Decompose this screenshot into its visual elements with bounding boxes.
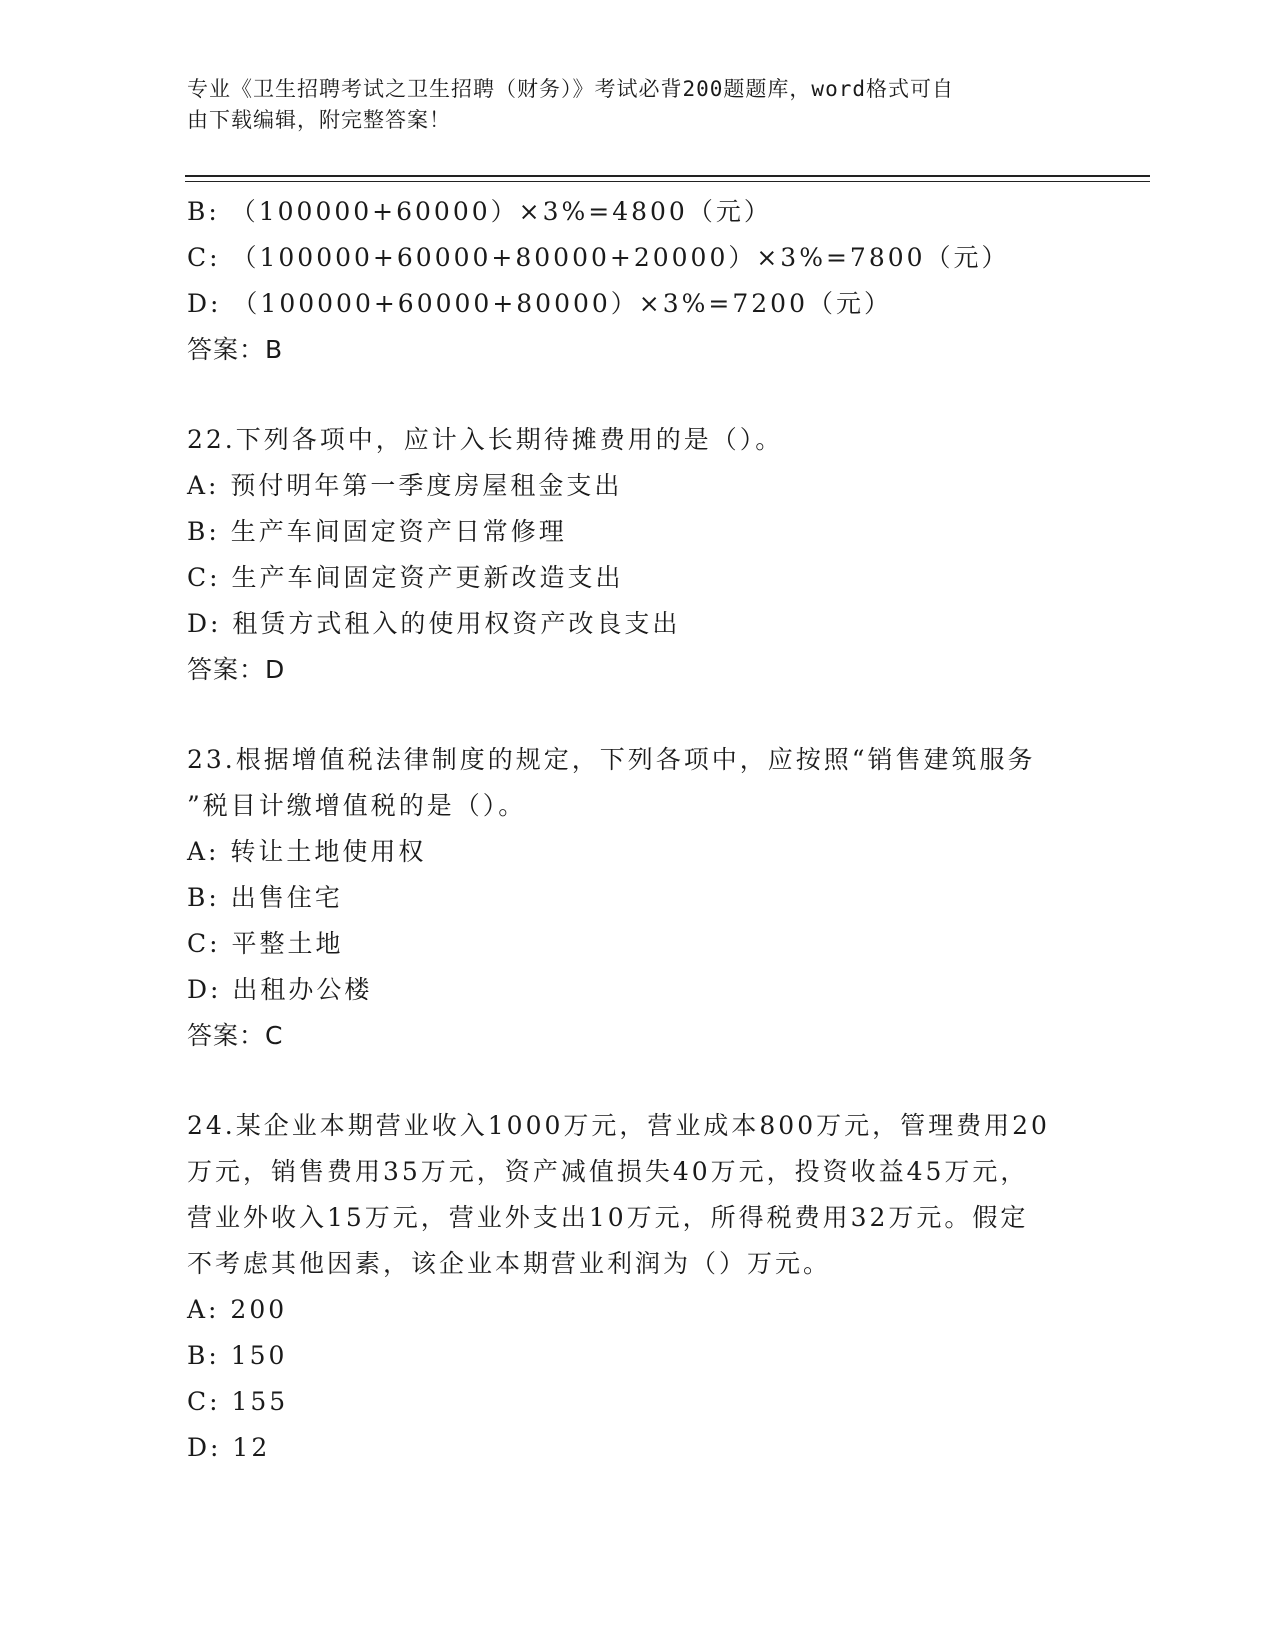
q22-stem: 22.下列各项中，应计入长期待摊费用的是（）。 <box>187 425 784 454</box>
question-21 <box>187 189 1087 373</box>
header-title-line-1: 专业《卫生招聘考试之卫生招聘（财务）》考试必背200题题库，word格式可自 <box>187 77 954 101</box>
q23-option-c: C: 平整土地 <box>187 929 344 958</box>
q23-option-a: A: 转让土地使用权 <box>187 837 427 866</box>
q24-stem-line-3: 营业外收入15万元，营业外支出10万元，所得税费用32万元。假定 <box>187 1203 1029 1232</box>
q24-stem-line-2: 万元，销售费用35万元，资产减值损失40万元，投资收益45万元， <box>187 1157 1029 1186</box>
q22-answer: 答案：D <box>187 655 286 684</box>
q24-option-a: A: 200 <box>187 1295 288 1324</box>
q21-option-c: C: （100000+60000+80000+20000）×3%=7800（元） <box>187 243 1010 272</box>
q24-stem-line-4: 不考虑其他因素，该企业本期营业利润为（）万元。 <box>187 1249 832 1278</box>
q24-option-b: B: 150 <box>187 1341 288 1370</box>
header-divider-thick <box>185 175 1150 177</box>
q23-option-d: D: 出租办公楼 <box>187 975 373 1004</box>
q22-option-d: D: 租赁方式租入的使用权资产改良支出 <box>187 609 681 638</box>
q24-option-d: D: 12 <box>187 1433 271 1462</box>
question-24 <box>187 1103 1087 1471</box>
q24-stem-line-1: 24.某企业本期营业收入1000万元，营业成本800万元，管理费用20 <box>187 1111 1050 1140</box>
spacer <box>187 373 1087 417</box>
q22-option-b: B: 生产车间固定资产日常修理 <box>187 517 567 546</box>
q21-option-d: D: （100000+60000+80000）×3%=7200（元） <box>187 289 892 318</box>
q23-stem-line-1: 23.根据增值税法律制度的规定，下列各项中，应按照“销售建筑服务 <box>187 745 1036 774</box>
q21-option-b: B: （100000+60000）×3%=4800（元） <box>187 197 772 226</box>
header-divider-thin <box>185 181 1150 182</box>
header-title-line-2: 由下载编辑，附完整答案！ <box>187 108 451 132</box>
q23-option-b: B: 出售住宅 <box>187 883 343 912</box>
q22-option-a: A: 预付明年第一季度房屋租金支出 <box>187 471 623 500</box>
q23-answer: 答案：C <box>187 1021 284 1050</box>
question-23 <box>187 737 1087 1059</box>
spacer <box>187 693 1087 737</box>
q22-option-c: C: 生产车间固定资产更新改造支出 <box>187 563 624 592</box>
q24-option-c: C: 155 <box>187 1387 289 1416</box>
q21-answer: 答案：B <box>187 335 284 364</box>
question-list <box>187 189 1087 1471</box>
document-header <box>187 74 1067 136</box>
q23-stem-line-2: ”税目计缴增值税的是（）。 <box>187 791 527 820</box>
spacer <box>187 1059 1087 1103</box>
question-22 <box>187 417 1087 693</box>
